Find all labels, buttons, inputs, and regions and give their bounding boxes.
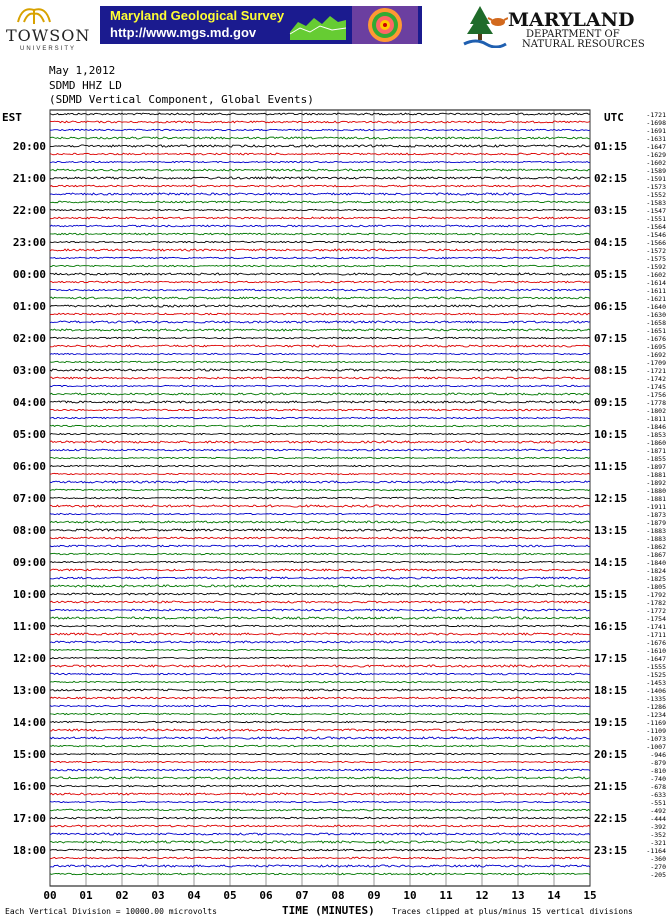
est-hour-label: 14:00 <box>12 716 46 729</box>
trace-offset-label: -1621 <box>646 295 666 303</box>
trace-74 <box>50 705 590 706</box>
trace-offset-label: -352 <box>650 831 666 839</box>
trace-offset-label: -1589 <box>646 167 666 175</box>
trace-27 <box>50 329 590 331</box>
utc-hour-label: 04:15 <box>594 236 628 249</box>
est-hour-label: 02:00 <box>12 332 46 345</box>
trace-offset-label: -1676 <box>646 335 666 343</box>
trace-84 <box>50 785 590 787</box>
trace-offset-label: -1647 <box>646 655 666 663</box>
trace-offset-label: -1551 <box>646 215 666 223</box>
x-tick-label: 10 <box>403 889 417 902</box>
dnr-department: DEPARTMENT OF <box>526 29 620 40</box>
trace-offset-label: -1572 <box>646 247 666 255</box>
trace-36 <box>50 401 590 403</box>
x-tick-label: 11 <box>439 889 453 902</box>
x-tick-label: 06 <box>259 889 273 902</box>
trace-7 <box>50 169 590 171</box>
trace-offset-label: -1883 <box>646 535 666 543</box>
trace-offset-label: -1692 <box>646 351 666 359</box>
est-hour-label: 08:00 <box>12 524 46 537</box>
est-hour-label: 13:00 <box>12 684 46 697</box>
x-axis-title: TIME (MINUTES) <box>282 904 375 917</box>
trace-8 <box>50 177 590 179</box>
mgs-url-link[interactable]: http://www.mgs.md.gov <box>110 25 257 40</box>
trace-46 <box>50 481 590 483</box>
trace-50 <box>50 513 590 514</box>
trace-offset-label: -1867 <box>646 551 666 559</box>
trace-70 <box>50 673 590 675</box>
trace-offset-label: -1630 <box>646 311 666 319</box>
trace-offset-label: -1547 <box>646 207 666 215</box>
trace-52 <box>50 529 590 531</box>
trace-offset-label: -1629 <box>646 151 666 159</box>
trace-22 <box>50 289 590 291</box>
trace-4 <box>50 145 590 147</box>
trace-92 <box>50 849 590 851</box>
trace-94 <box>50 865 590 867</box>
trace-offset-label: -1640 <box>646 303 666 311</box>
trace-offset-label: -1911 <box>646 503 666 511</box>
est-hour-label: 06:00 <box>12 460 46 473</box>
x-tick-label: 03 <box>151 889 165 902</box>
est-hour-label: 20:00 <box>12 140 46 153</box>
trace-offset-label: -1614 <box>646 279 666 287</box>
trace-offset-label: -1164 <box>646 847 666 855</box>
trace-offset-label: -1406 <box>646 687 666 695</box>
trace-offset-label: -1846 <box>646 423 666 431</box>
trace-offset-label: -1782 <box>646 599 666 607</box>
trace-6 <box>50 161 590 162</box>
trace-offset-label: -1811 <box>646 415 666 423</box>
trace-offset-label: -1286 <box>646 703 666 711</box>
trace-89 <box>50 825 590 827</box>
trace-offset-label: -1698 <box>646 119 666 127</box>
trace-40 <box>50 433 590 434</box>
trace-45 <box>50 473 590 474</box>
trace-offset-label: -270 <box>650 863 666 871</box>
est-hour-label: 21:00 <box>12 172 46 185</box>
trace-20 <box>50 273 590 275</box>
utc-hour-label: 18:15 <box>594 684 628 697</box>
utc-hour-label: 17:15 <box>594 652 628 665</box>
trace-offset-label: -1552 <box>646 191 666 199</box>
trace-81 <box>50 761 590 762</box>
trace-60 <box>50 593 590 595</box>
trace-63 <box>50 617 590 619</box>
trace-offset-label: -1695 <box>646 343 666 351</box>
trace-offset-label: -1691 <box>646 127 666 135</box>
clipping-note: Traces clipped at plus/minus 15 vertical divisions <box>392 907 633 916</box>
trace-47 <box>50 489 590 491</box>
trace-offset-label: -1566 <box>646 239 666 247</box>
trace-26 <box>50 321 590 323</box>
x-tick-label: 05 <box>223 889 237 902</box>
trace-29 <box>50 345 590 347</box>
trace-77 <box>50 729 590 731</box>
trace-25 <box>50 313 590 315</box>
trace-11 <box>50 201 590 203</box>
trace-62 <box>50 609 590 611</box>
est-hour-label: 04:00 <box>12 396 46 409</box>
trace-69 <box>50 665 590 667</box>
trace-offset-label: -1573 <box>646 183 666 191</box>
trace-offset-label: -1860 <box>646 439 666 447</box>
trace-17 <box>50 249 590 251</box>
trace-offset-label: -1234 <box>646 711 666 719</box>
trace-79 <box>50 745 590 746</box>
trace-offset-label: -1709 <box>646 359 666 367</box>
trace-offset-label: -1602 <box>646 159 666 167</box>
trace-71 <box>50 681 590 682</box>
trace-56 <box>50 561 590 562</box>
est-hour-label: 18:00 <box>12 844 46 857</box>
trace-18 <box>50 257 590 259</box>
trace-83 <box>50 777 590 779</box>
trace-88 <box>50 817 590 819</box>
trace-offset-label: -392 <box>650 823 666 831</box>
trace-offset-label: -492 <box>650 807 666 815</box>
utc-hour-label: 20:15 <box>594 748 628 761</box>
trace-31 <box>50 361 590 362</box>
trace-offset-label: -1754 <box>646 615 666 623</box>
seismogram-date: May 1,2012 <box>49 64 116 77</box>
trace-offset-label: -1546 <box>646 231 666 239</box>
est-label: EST <box>2 111 22 124</box>
trace-offset-label: -1880 <box>646 487 666 495</box>
trace-offset-label: -1881 <box>646 471 666 479</box>
trace-33 <box>50 377 590 379</box>
utc-hour-label: 11:15 <box>594 460 628 473</box>
trace-offset-label: -1602 <box>646 271 666 279</box>
trace-85 <box>50 793 590 795</box>
est-hour-label: 00:00 <box>12 268 46 281</box>
trace-offset-label: -1525 <box>646 671 666 679</box>
trace-offset-label: -551 <box>650 799 666 807</box>
utc-hour-label: 15:15 <box>594 588 628 601</box>
utc-hour-label: 09:15 <box>594 396 628 409</box>
utc-hour-label: 13:15 <box>594 524 628 537</box>
trace-30 <box>50 353 590 354</box>
trace-15 <box>50 233 590 235</box>
trace-offset-label: -879 <box>650 759 666 767</box>
x-tick-label: 13 <box>511 889 525 902</box>
trace-offset-label: -1592 <box>646 263 666 271</box>
utc-hour-label: 06:15 <box>594 300 628 313</box>
trace-2 <box>50 129 590 130</box>
est-hour-label: 01:00 <box>12 300 46 313</box>
trace-offset-label: -633 <box>650 791 666 799</box>
trace-offset-label: -1879 <box>646 519 666 527</box>
utc-hour-label: 21:15 <box>594 780 628 793</box>
est-hour-label: 07:00 <box>12 492 46 505</box>
trace-offset-label: -1778 <box>646 399 666 407</box>
trace-54 <box>50 545 590 547</box>
trace-offset-label: -1756 <box>646 391 666 399</box>
trace-offset-label: -1575 <box>646 255 666 263</box>
trace-57 <box>50 569 590 571</box>
trace-34 <box>50 385 590 386</box>
towson-name: TOWSON <box>6 26 91 45</box>
est-hour-label: 15:00 <box>12 748 46 761</box>
chart-footer <box>0 902 670 924</box>
trace-38 <box>50 417 590 418</box>
utc-hour-label: 16:15 <box>594 620 628 633</box>
trace-49 <box>50 505 590 507</box>
trace-5 <box>50 153 590 155</box>
trace-39 <box>50 425 590 426</box>
trace-offset-label: -1109 <box>646 727 666 735</box>
trace-offset-label: -1007 <box>646 743 666 751</box>
trace-32 <box>50 369 590 371</box>
trace-offset-label: -1805 <box>646 583 666 591</box>
est-hour-label: 09:00 <box>12 556 46 569</box>
trace-offset-label: -321 <box>650 839 666 847</box>
trace-55 <box>50 553 590 554</box>
trace-73 <box>50 697 590 699</box>
est-hour-label: 23:00 <box>12 236 46 249</box>
utc-hour-label: 19:15 <box>594 716 628 729</box>
trace-offset-label: -1583 <box>646 199 666 207</box>
x-tick-label: 01 <box>79 889 93 902</box>
trace-95 <box>50 873 590 875</box>
trace-65 <box>50 633 590 635</box>
utc-hour-label: 01:15 <box>594 140 628 153</box>
trace-12 <box>50 209 590 210</box>
trace-offset-label: -1711 <box>646 631 666 639</box>
trace-offset-label: -1873 <box>646 511 666 519</box>
trace-53 <box>50 537 590 539</box>
trace-offset-label: -1883 <box>646 527 666 535</box>
trace-offset-label: -1676 <box>646 639 666 647</box>
trace-75 <box>50 713 590 714</box>
trace-offset-label: -1742 <box>646 375 666 383</box>
x-tick-label: 00 <box>43 889 57 902</box>
trace-offset-label: -1840 <box>646 559 666 567</box>
trace-42 <box>50 449 590 451</box>
trace-offset-label: -1802 <box>646 407 666 415</box>
trace-72 <box>50 689 590 691</box>
trace-67 <box>50 649 590 650</box>
trace-offset-label: -1772 <box>646 607 666 615</box>
trace-68 <box>50 657 590 658</box>
utc-hour-label: 02:15 <box>594 172 628 185</box>
trace-93 <box>50 857 590 859</box>
trace-offset-label: -1853 <box>646 431 666 439</box>
trace-offset-label: -1825 <box>646 575 666 583</box>
trace-24 <box>50 305 590 307</box>
trace-offset-label: -740 <box>650 775 666 783</box>
x-tick-label: 14 <box>547 889 561 902</box>
trace-offset-label: -1169 <box>646 719 666 727</box>
trace-9 <box>50 185 590 187</box>
trace-66 <box>50 641 590 643</box>
x-tick-label: 09 <box>367 889 381 902</box>
trace-19 <box>50 265 590 266</box>
trace-44 <box>50 465 590 466</box>
utc-hour-label: 22:15 <box>594 812 628 825</box>
trace-offset-label: -1647 <box>646 143 666 151</box>
trace-23 <box>50 297 590 299</box>
utc-hour-label: 03:15 <box>594 204 628 217</box>
trace-offset-label: -1453 <box>646 679 666 687</box>
trace-offset-label: -1073 <box>646 735 666 743</box>
est-hour-label: 22:00 <box>12 204 46 217</box>
x-tick-label: 15 <box>583 889 597 902</box>
trace-offset-label: -1897 <box>646 463 666 471</box>
trace-offset-label: -205 <box>650 871 666 879</box>
trace-offset-label: -1792 <box>646 591 666 599</box>
trace-offset-label: -1555 <box>646 663 666 671</box>
trace-16 <box>50 241 590 242</box>
trace-43 <box>50 457 590 458</box>
trace-offset-label: -1335 <box>646 695 666 703</box>
trace-21 <box>50 281 590 283</box>
station-code: SDMD HHZ LD <box>49 78 122 92</box>
x-tick-label: 04 <box>187 889 201 902</box>
trace-13 <box>50 217 590 219</box>
utc-hour-label: 23:15 <box>594 844 628 857</box>
trace-offset-label: -1824 <box>646 567 666 575</box>
trace-64 <box>50 625 590 626</box>
trace-offset-label: -1651 <box>646 327 666 335</box>
dnr-maryland: MARYLAND <box>508 9 635 31</box>
trace-80 <box>50 753 590 754</box>
trace-3 <box>50 137 590 139</box>
trace-78 <box>50 737 590 739</box>
trace-48 <box>50 497 590 499</box>
trace-offset-label: -1892 <box>646 479 666 487</box>
trace-51 <box>50 521 590 523</box>
x-tick-label: 02 <box>115 889 129 902</box>
trace-82 <box>50 769 590 771</box>
trace-offset-label: -1721 <box>646 367 666 375</box>
towson-subtitle: UNIVERSITY <box>20 46 77 52</box>
trace-91 <box>50 841 590 843</box>
trace-offset-label: -1881 <box>646 495 666 503</box>
trace-offset-label: -1871 <box>646 447 666 455</box>
utc-hour-label: 14:15 <box>594 556 628 569</box>
trace-58 <box>50 577 590 579</box>
est-hour-label: 16:00 <box>12 780 46 793</box>
trace-59 <box>50 585 590 587</box>
trace-14 <box>50 225 590 227</box>
trace-offset-label: -1610 <box>646 647 666 655</box>
trace-offset-label: -1611 <box>646 287 666 295</box>
est-hour-label: 11:00 <box>12 620 46 633</box>
trace-10 <box>50 193 590 195</box>
trace-offset-label: -360 <box>650 855 666 863</box>
trace-offset-label: -1741 <box>646 623 666 631</box>
trace-offset-label: -678 <box>650 783 666 791</box>
mgs-title: Maryland Geological Survey <box>110 8 285 23</box>
est-hour-label: 17:00 <box>12 812 46 825</box>
x-tick-label: 12 <box>475 889 489 902</box>
x-tick-label: 07 <box>295 889 309 902</box>
trace-61 <box>50 601 590 603</box>
trace-offset-label: -444 <box>650 815 666 823</box>
trace-0 <box>50 113 590 115</box>
trace-offset-label: -810 <box>650 767 666 775</box>
trace-90 <box>50 833 590 835</box>
utc-hour-label: 08:15 <box>594 364 628 377</box>
dnr-natural-resources: NATURAL RESOURCES <box>522 39 645 50</box>
utc-hour-label: 05:15 <box>594 268 628 281</box>
trace-offset-label: -1591 <box>646 175 666 183</box>
x-tick-label: 08 <box>331 889 345 902</box>
trace-35 <box>50 393 590 395</box>
trace-37 <box>50 409 590 411</box>
utc-label: UTC <box>604 111 624 124</box>
component-description: (SDMD Vertical Component, Global Events) <box>49 93 314 106</box>
est-hour-label: 05:00 <box>12 428 46 441</box>
utc-hour-label: 10:15 <box>594 428 628 441</box>
trace-offset-label: -1745 <box>646 383 666 391</box>
trace-28 <box>50 337 590 338</box>
trace-offset-label: -1721 <box>646 111 666 119</box>
trace-offset-label: -1658 <box>646 319 666 327</box>
trace-86 <box>50 801 590 802</box>
trace-offset-label: -1631 <box>646 135 666 143</box>
vertical-division-note: Each Vertical Division = 10000.00 microvolts <box>5 907 217 916</box>
utc-hour-label: 12:15 <box>594 492 628 505</box>
trace-offset-label: -1855 <box>646 455 666 463</box>
trace-offset-label: -1564 <box>646 223 666 231</box>
trace-41 <box>50 441 590 443</box>
est-hour-label: 12:00 <box>12 652 46 665</box>
trace-offset-label: -946 <box>650 751 666 759</box>
est-hour-label: 03:00 <box>12 364 46 377</box>
trace-87 <box>50 809 590 811</box>
utc-hour-label: 07:15 <box>594 332 628 345</box>
trace-offset-label: -1862 <box>646 543 666 551</box>
est-hour-label: 10:00 <box>12 588 46 601</box>
trace-1 <box>50 121 590 123</box>
trace-76 <box>50 721 590 722</box>
